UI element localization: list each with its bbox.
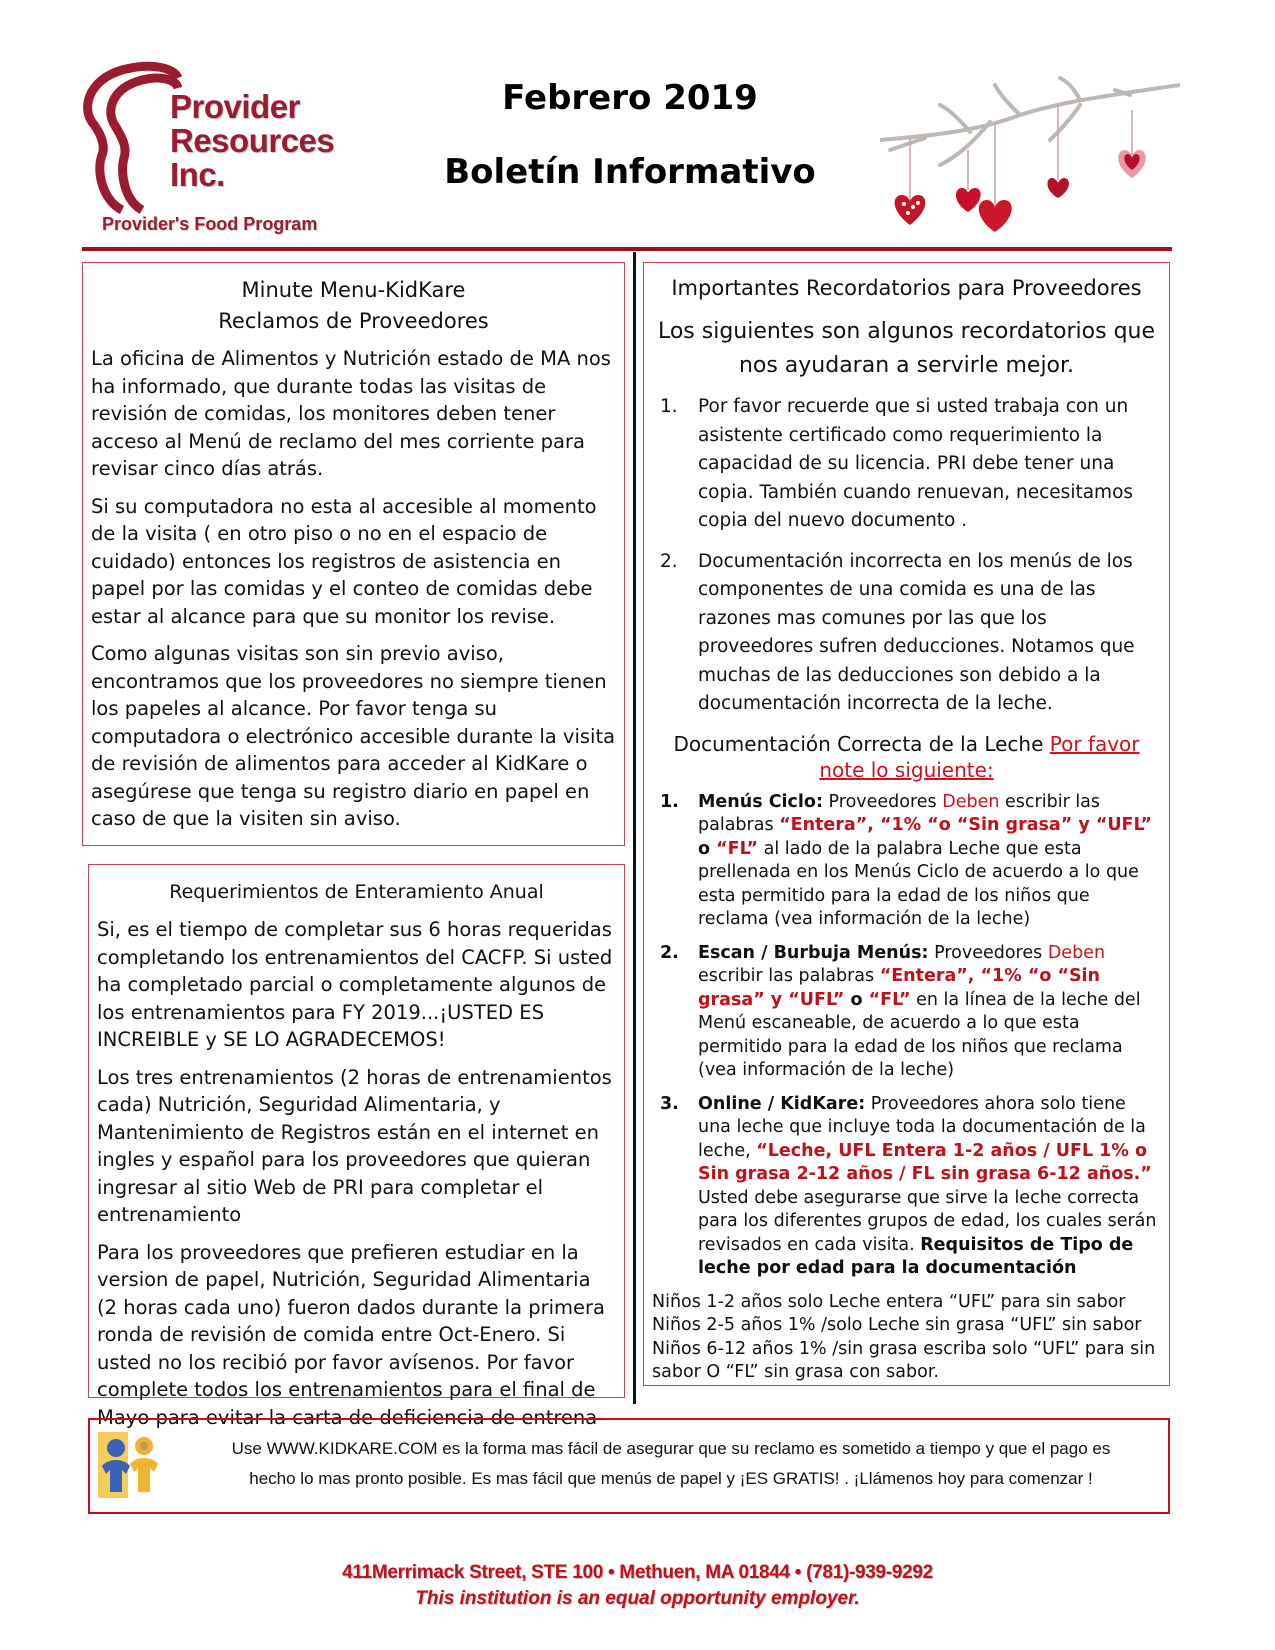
kidkare-children-logo-icon (96, 1430, 168, 1500)
milk-heading-text: Documentación Correcta de la Leche (673, 731, 1044, 756)
reminder-item (652, 393, 1161, 536)
milk-item-scan-menus (652, 942, 1161, 1083)
training-paragraph: Para los proveedores que prefieren estudiar en la version de papel, Nutrición, Seguridad Alimentaria (2 horas cada uno) fueron dados durante la primera ronda de revisión de comida entre Oct-Enero. Si usted no los recibió por favor avísenos. Por favor complete todos los entrenamientos para el final de Mayo para evitar la carta de deficiencia de entrena- (97, 1240, 606, 1429)
milk-item-number: 3. (660, 1093, 679, 1114)
milk-item-text: Proveedores (928, 942, 1048, 963)
milk-fl: “FL” (868, 989, 911, 1010)
kidkare-claims-heading-1: Minute Menu-KidKare (241, 278, 466, 302)
reminders-subheading: Los siguientes son algunos recordatorios que nos ayudaran a servirle mejor. (657, 319, 1156, 378)
footer-address: 411Merrimack Street, STE 100 • Methuen, MA 01844 • (781)-939-9292 (342, 1562, 933, 1583)
milk-item-text: Proveedores (822, 791, 943, 812)
training-heading: Requerimientos de Enteramiento Anual (169, 881, 544, 903)
newsletter-date: Febrero 2019 (502, 78, 758, 118)
kidkare-banner-line-2: hecho lo mas pronto posible. Es mas fácil que menús de papel y ¡ES GRATIS! . ¡Llámenos hoy para comenzar ! (249, 1469, 1093, 1488)
milk-requirements-label: Requisitos de Tipo de leche por edad para la documentación (698, 1234, 1134, 1278)
kidkare-claims-heading-2: Reclamos de Proveedores (218, 309, 489, 333)
milk-item-number: 2. (660, 942, 679, 963)
milk-item-cycle-menus (652, 791, 1161, 932)
milk-item-label: Menús Ciclo: (698, 791, 823, 812)
milk-item-online-kidkare (652, 1093, 1161, 1281)
milk-heading-note: Por favor note lo siguiente: (819, 731, 1140, 782)
kidkare-claims-paragraph: Como algunas visitas son sin previo aviso, encontramos que los proveedores no siempre tienen los papeles al alcance. Por favor tenga su computadora o electrónico accesible durante la visita de revisión de alimentos para acceder al KidKare o asegúrese que tenga su registro diario en papel en caso de que la visiten sin aviso. (91, 642, 616, 830)
logo-line-provider: Provider (170, 88, 300, 125)
milk-item-label: Escan / Burbuja Menús: (698, 942, 929, 963)
milk-fl: “FL” (716, 838, 759, 859)
training-requirements-section (88, 864, 625, 1429)
must-emphasis: Deben (942, 791, 1000, 812)
milk-item-text: escribir las palabras (698, 966, 880, 986)
milk-documentation-list (652, 791, 1161, 1281)
milk-item-text: Usted debe asegurarse que sirve la leche correcta para los diferentes grupos de edad, los cuales serán revisados en cada visita. (698, 1187, 1157, 1255)
milk-item-number: 1. (660, 791, 679, 812)
milk-item-label: Online / KidKare: (698, 1093, 866, 1114)
reminders-list (652, 393, 1161, 719)
reminders-heading: Importantes Recordatorios para Proveedores (671, 276, 1142, 300)
kidkare-claims-paragraph: Si su computadora no esta al accesible al momento de la visita ( en otro piso o no en el espacio de cuidado) entonces los registros de asistencia en papel por las comidas y el conteo de comidas debe estar al alcance para que su monitor los revise. (91, 494, 597, 628)
header-divider (82, 247, 1172, 251)
milk-item-text: escribir las palabras (698, 791, 1101, 835)
logo-subtitle: Provider's Food Program (102, 214, 318, 234)
kidkare-banner-line-1: Use WWW.KIDKARE.COM es la forma mas fácil de asegurar que su reclamo es sometido a tiempo y que el pago es (231, 1439, 1111, 1458)
age-requirements (652, 1291, 1161, 1385)
milk-item-text: Proveedores ahora solo tiene una leche que incluye toda la documentación de la leche, (698, 1093, 1146, 1161)
column-divider (633, 252, 636, 1404)
milk-words: “Entera”, “1% “o “Sin grasa” y “UFL” (779, 815, 1152, 835)
kidkare-banner-text (176, 1434, 1166, 1494)
provider-resources-logo (82, 60, 352, 240)
logo-line-inc: Inc. (170, 156, 225, 193)
age-requirement-line: Niños 6-12 años 1% /sin grasa escriba solo “UFL” para sin (652, 1338, 1156, 1359)
kidkare-claims-section (82, 262, 625, 846)
provider-reminders-section (643, 262, 1170, 1386)
age-requirement-line: Niños 1-2 años solo Leche entera “UFL” para sin sabor (652, 1291, 1126, 1312)
milk-or: o (698, 838, 717, 859)
milk-or: o (844, 989, 869, 1010)
milk-documentation-heading (652, 731, 1161, 783)
reminder-number: 1. (660, 396, 678, 417)
reminder-text: Por favor recuerde que si usted trabaja con un asistente certificado como requerimiento la capacidad de su licencia. PRI debe tener una copia. También cuando renuevan, necesitamos copia del nuevo documento . (698, 396, 1134, 531)
reminder-text: Documentación incorrecta en los menús de los componentes de una comida es una de las razones mas comunes por las que los proveedores sufren deducciones. Notamos que muchas de las deducciones son debido a la documentación incorrecta de la leche. (698, 550, 1135, 714)
newsletter-title: Boletín Informativo (444, 152, 816, 192)
milk-words: “Entera”, “1% “o “Sin grasa” y “UFL” (698, 966, 1101, 1010)
milk-item-text: en la línea de la leche del Menú escaneable, de acuerdo a lo que esta permitido para la edad de los niños que reclama (vea información de la leche) (698, 989, 1141, 1080)
logo-line-resources: Resources (170, 122, 335, 159)
reminder-number: 2. (660, 550, 678, 572)
kidkare-banner (88, 1418, 1170, 1514)
reminder-item (652, 548, 1161, 719)
hanging-hearts-branch-icon (880, 50, 1180, 240)
footer-eoe-statement: This institution is an equal opportunity employer. (415, 1588, 860, 1609)
milk-quote: “Leche, UFL Entera 1-2 años / UFL 1% o Sin grasa 2-12 años / FL sin grasa 6-12 años.” (698, 1140, 1152, 1184)
age-requirement-line: Niños 2-5 años 1% /solo Leche sin grasa “UFL” sin sabor (652, 1315, 1142, 1335)
bread-slice-icon (82, 60, 182, 220)
milk-item-text: al lado de la palabra Leche que esta prellenada en los Menús Ciclo de acuerdo a lo que esta permitido para la edad de los niños que reclama (vea información de la leche) (698, 838, 1139, 929)
must-emphasis: Deben (1047, 942, 1106, 963)
kidkare-claims-paragraph: La oficina de Alimentos y Nutrición estado de MA nos ha informado, que durante todas las visitas de revisión de comidas, los monitores deben tener acceso al Menú de reclamo del mes corriente para revisar cinco días atrás. (91, 347, 611, 480)
training-paragraph: Los tres entrenamientos (2 horas de entrenamientos cada) Nutrición, Seguridad Alimentaria, y Mantenimiento de Registros están en el internet en ingles y español para los proveedores que quieran ingresar al sitio Web de PRI para completar el entrenamiento (97, 1065, 612, 1226)
training-paragraph: Si, es el tiempo de completar sus 6 horas requeridas completando los entrenamientos del CACFP. Si usted ha completado parcial o completamente algunos de los entrenamientos para FY 2019...¡USTED ES INCREIBLE y SE LO AGRADECEMOS! (97, 918, 613, 1051)
age-requirement-line: sabor O “FL” sin grasa con sabor. (652, 1362, 939, 1382)
